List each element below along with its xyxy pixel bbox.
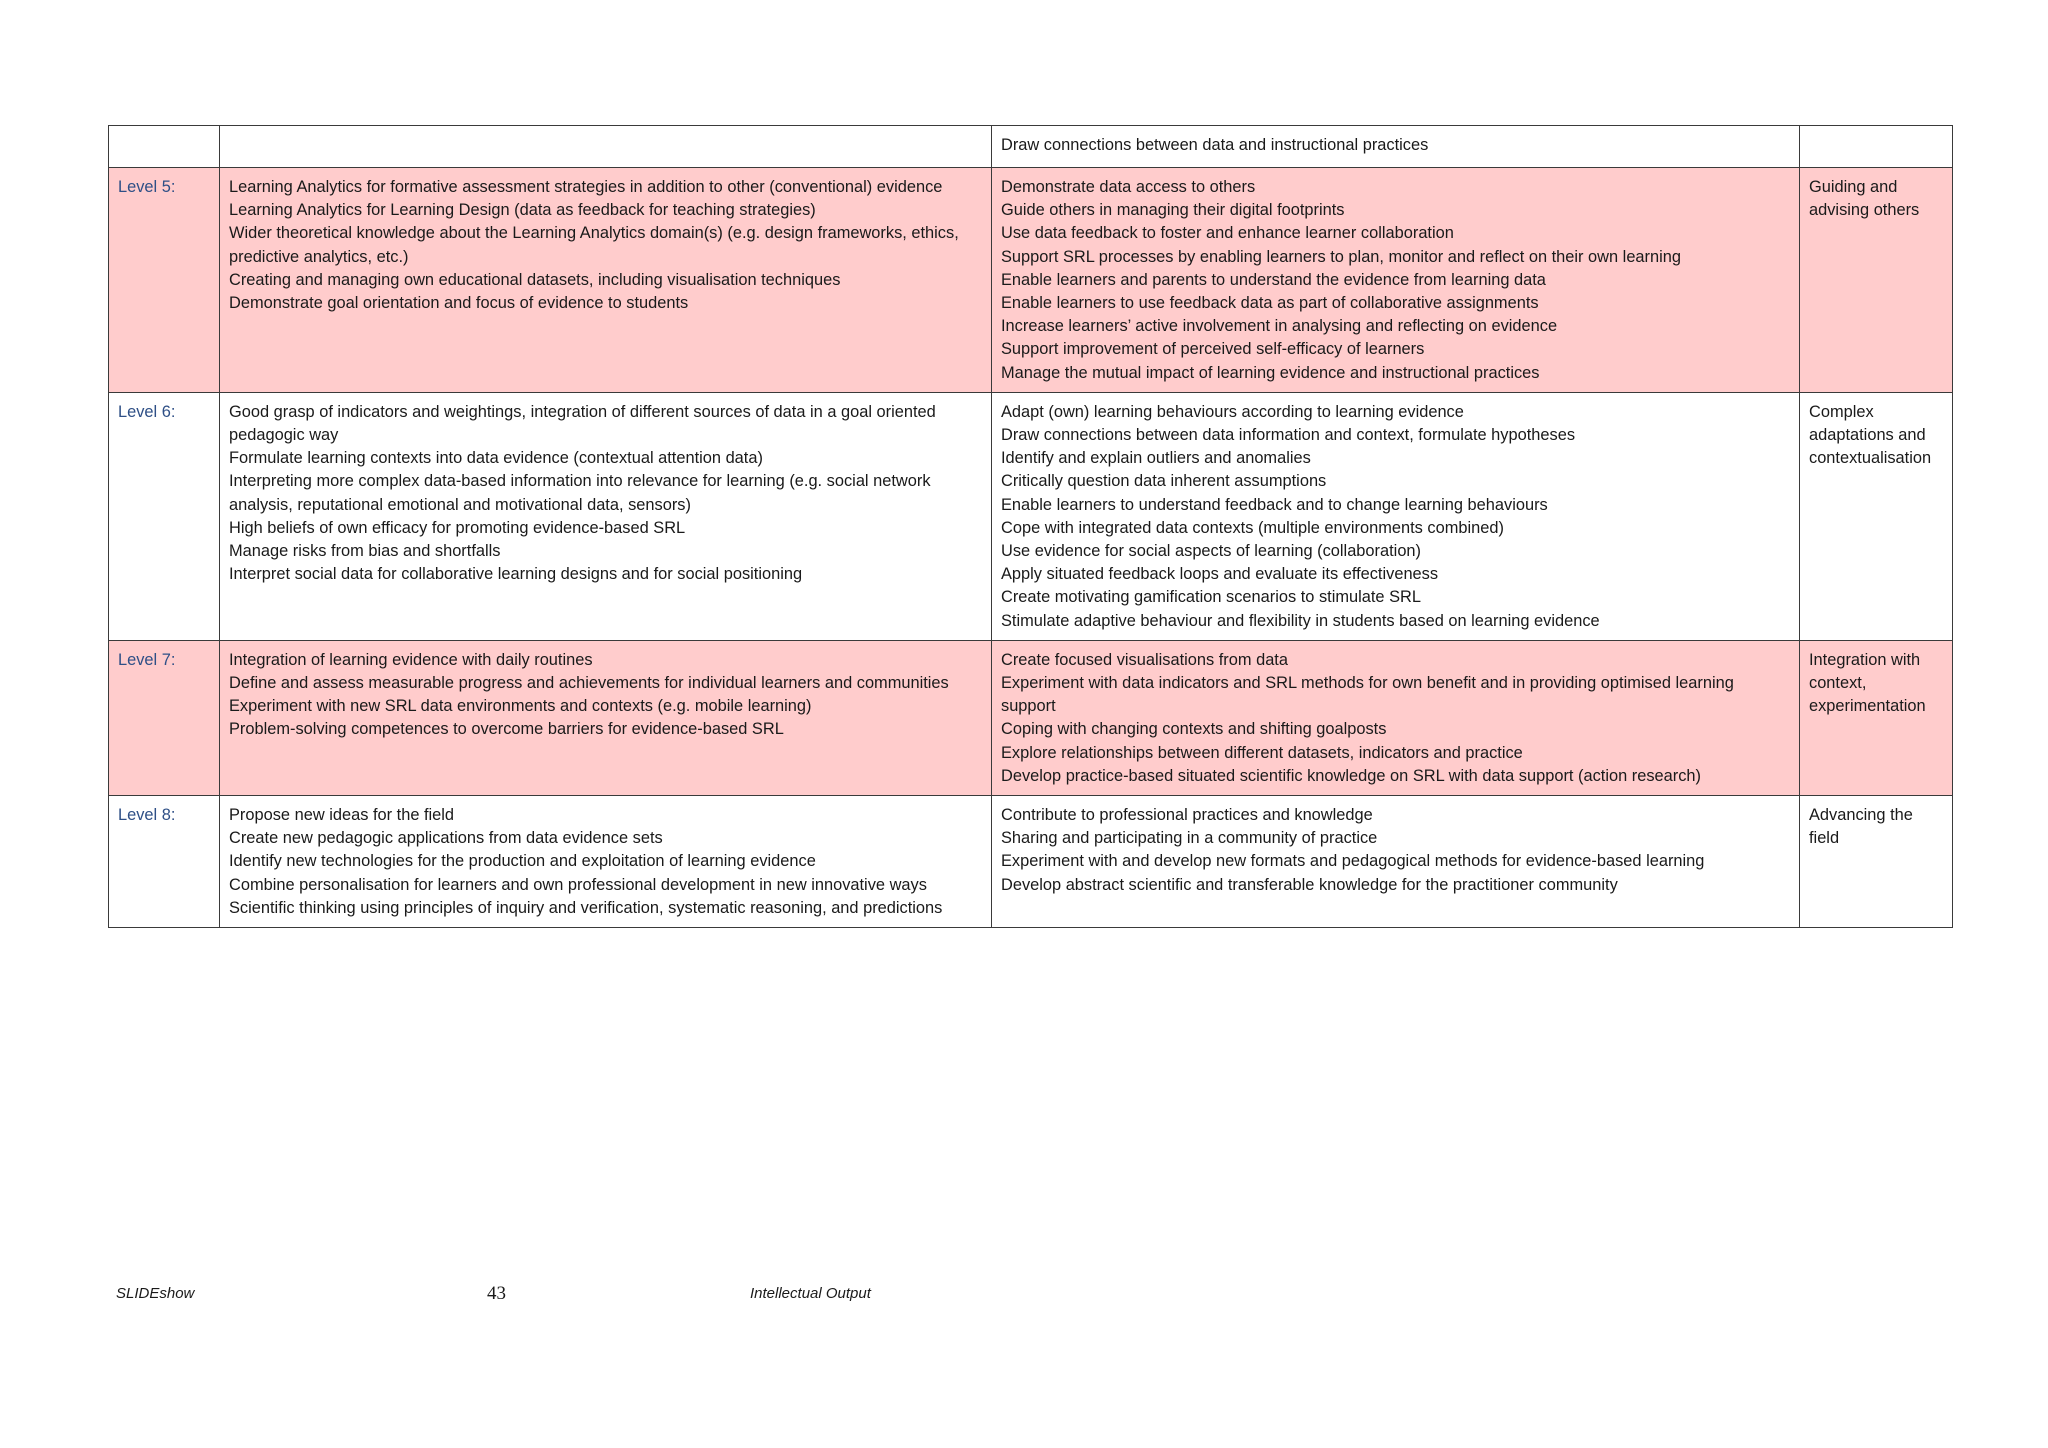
cell-line: Enable learners to use feedback data as part of collaborative assignments <box>1001 294 1539 313</box>
cell-line: Draw connections between data and instructional practices <box>1001 136 1429 154</box>
theory-cell <box>220 168 992 393</box>
cell-line: High beliefs of own efficacy for promoting evidence-based SRL <box>229 518 686 537</box>
cell-line: Cope with integrated data contexts (multiple environments combined) <box>1001 518 1504 537</box>
table-row-continuation <box>109 126 1953 168</box>
competence-levels-table <box>108 125 1953 928</box>
descriptor-cell: Complex adaptations and contextualisation <box>1800 392 1953 640</box>
cell-line: Wider theoretical knowledge about the Learning Analytics domain(s) (e.g. design frameworks, ethics, predictive analytics, etc.) <box>229 224 959 266</box>
cell-line: Draw connections between data information and context, formulate hypotheses <box>1001 426 1576 445</box>
cell-line: Learning Analytics for Learning Design (data as feedback for teaching strategies) <box>229 201 816 220</box>
cell-line: Apply situated feedback loops and evaluate its effectiveness <box>1001 565 1439 584</box>
cell-line: Develop practice-based situated scientific knowledge on SRL with data support (action research) <box>1001 766 1702 785</box>
table-row-level-6 <box>109 392 1953 640</box>
cell-line: Demonstrate goal orientation and focus of evidence to students <box>229 294 689 313</box>
practice-cell <box>992 640 1800 795</box>
level-cell <box>109 126 220 168</box>
cell-line: Interpret social data for collaborative learning designs and for social positioning <box>229 565 803 584</box>
practice-cell <box>992 126 1800 168</box>
cell-line: Demonstrate data access to others <box>1001 178 1256 196</box>
cell-line: Experiment with new SRL data environments and contexts (e.g. mobile learning) <box>229 697 812 716</box>
cell-line: Create focused visualisations from data <box>1001 650 1288 669</box>
cell-line: Creating and managing own educational datasets, including visualisation techniques <box>229 270 841 289</box>
cell-line: Combine personalisation for learners and own professional development in new innovative ways <box>229 875 927 894</box>
cell-line: Use evidence for social aspects of learning (collaboration) <box>1001 542 1422 561</box>
cell-line: Manage the mutual impact of learning evidence and instructional practices <box>1001 363 1540 382</box>
footer-project-name: SLIDEshow <box>116 1285 195 1302</box>
practice-cell <box>992 168 1800 393</box>
footer-page-number: 43 <box>487 1283 506 1304</box>
table-row-level-8 <box>109 796 1953 928</box>
cell-line: Create motivating gamification scenarios to stimulate SRL <box>1001 588 1421 607</box>
cell-line: Guide others in managing their digital footprints <box>1001 201 1345 220</box>
descriptor-cell: Integration with context, experimentation <box>1800 640 1953 795</box>
cell-line: Enable learners to understand feedback and to change learning behaviours <box>1001 495 1548 514</box>
table-row-level-5 <box>109 168 1953 393</box>
cell-line: Integration of learning evidence with daily routines <box>229 650 593 669</box>
cell-line: Good grasp of indicators and weightings, integration of different sources of data in a goal oriented pedagogic way <box>229 402 936 445</box>
cell-line: Experiment with data indicators and SRL methods for own benefit and in providing optimised learning support <box>1001 674 1734 716</box>
table-body <box>109 126 1953 928</box>
descriptor-cell: Guiding and advising others <box>1800 168 1953 393</box>
cell-line: Adapt (own) learning behaviours according to learning evidence <box>1001 402 1464 421</box>
cell-line: Coping with changing contexts and shifting goalposts <box>1001 720 1387 739</box>
cell-line: Scientific thinking using principles of inquiry and verification, systematic reasoning, and predictions <box>229 898 943 917</box>
cell-line: Identify and explain outliers and anomalies <box>1001 449 1311 468</box>
theory-cell <box>220 126 992 168</box>
theory-cell <box>220 796 992 928</box>
cell-line: Support improvement of perceived self-efficacy of learners <box>1001 340 1425 359</box>
cell-line: Stimulate adaptive behaviour and flexibility in students based on learning evidence <box>1001 611 1600 630</box>
cell-line: Propose new ideas for the field <box>229 806 455 825</box>
level-cell: Level 6: <box>109 392 220 640</box>
cell-line: Critically question data inherent assumptions <box>1001 472 1327 491</box>
cell-line: Manage risks from bias and shortfalls <box>229 542 501 561</box>
cell-line: Experiment with and develop new formats and pedagogical methods for evidence-based learning <box>1001 852 1705 871</box>
cell-line: Increase learners’ active involvement in analysing and reflecting on evidence <box>1001 317 1558 336</box>
table-row-level-7 <box>109 640 1953 795</box>
footer-document-type: Intellectual Output <box>750 1285 871 1302</box>
practice-cell <box>992 796 1800 928</box>
level-cell: Level 7: <box>109 640 220 795</box>
level-cell: Level 5: <box>109 168 220 393</box>
cell-line: Enable learners and parents to understand the evidence from learning data <box>1001 270 1546 289</box>
cell-line: Define and assess measurable progress and achievements for individual learners and communities <box>229 674 949 693</box>
cell-line: Explore relationships between different datasets, indicators and practice <box>1001 743 1523 762</box>
cell-line: Contribute to professional practices and knowledge <box>1001 806 1373 825</box>
cell-line: Identify new technologies for the production and exploitation of learning evidence <box>229 852 816 871</box>
cell-line: Problem-solving competences to overcome barriers for evidence-based SRL <box>229 720 784 739</box>
descriptor-cell: Advancing the field <box>1800 796 1953 928</box>
cell-line: Create new pedagogic applications from data evidence sets <box>229 829 663 848</box>
practice-cell <box>992 392 1800 640</box>
theory-cell <box>220 392 992 640</box>
cell-line: Use data feedback to foster and enhance learner collaboration <box>1001 224 1454 243</box>
cell-line: Learning Analytics for formative assessment strategies in addition to other (conventional) evidence <box>229 178 943 196</box>
theory-cell <box>220 640 992 795</box>
descriptor-cell <box>1800 126 1953 168</box>
cell-line: Support SRL processes by enabling learners to plan, monitor and reflect on their own learning <box>1001 247 1681 266</box>
cell-line: Develop abstract scientific and transferable knowledge for the practitioner community <box>1001 875 1618 894</box>
cell-line: Formulate learning contexts into data evidence (contextual attention data) <box>229 449 763 468</box>
level-cell: Level 8: <box>109 796 220 928</box>
cell-line: Interpreting more complex data-based information into relevance for learning (e.g. social network analysis, reputational emotional and motivational data, sensors) <box>229 472 931 514</box>
cell-line: Sharing and participating in a community of practice <box>1001 829 1378 848</box>
